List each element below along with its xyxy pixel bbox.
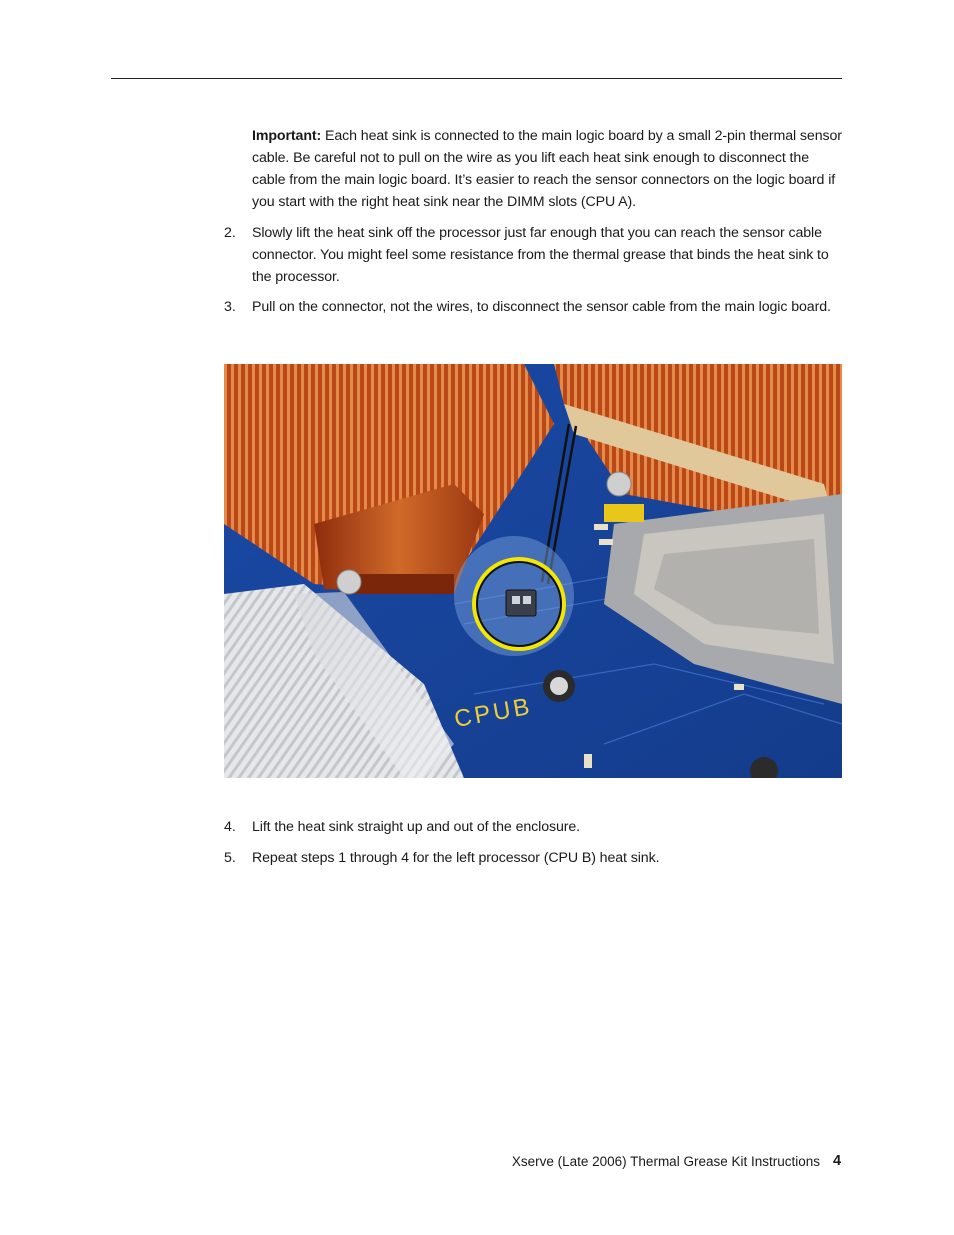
heat-sink-photo [224, 364, 842, 778]
step-5-number: 5. [224, 850, 236, 866]
important-text: Each heat sink is connected to the main logic board by a small 2-pin thermal sensor cable. Be careful not to pull on the wire as you lift each heat sink enough to disconnect the cable from the main logic board. It’s easier to reach the sensor connectors on the logic board if you start with the right heat sink near the DIMM slots (CPU A). [252, 128, 842, 210]
header-rule [111, 78, 842, 79]
step-2-number: 2. [224, 225, 236, 241]
step-4-text: Lift the heat sink straight up and out of the enclosure. [252, 819, 581, 835]
step-4-number: 4. [224, 819, 236, 835]
important-label: Important: [252, 128, 322, 144]
heat-sink-illustration [224, 364, 842, 778]
board-silkscreen-label: CPUB [452, 692, 535, 733]
step-5-text: Repeat steps 1 through 4 for the left processor (CPU B) heat sink. [252, 850, 660, 866]
step-2-text: Slowly lift the heat sink off the processor just far enough that you can reach the sensor cable connector. You might feel some resistance from the thermal grease that binds the heat sink to the processor. [252, 225, 829, 285]
step-3-text: Pull on the connector, not the wires, to disconnect the sensor cable from the main logic board. [252, 299, 831, 315]
important-note [252, 125, 844, 213]
page-number: 4 [833, 1153, 842, 1169]
step-3-number: 3. [224, 299, 236, 315]
footer-title: Xserve (Late 2006) Thermal Grease Kit Instructions [511, 1154, 820, 1169]
